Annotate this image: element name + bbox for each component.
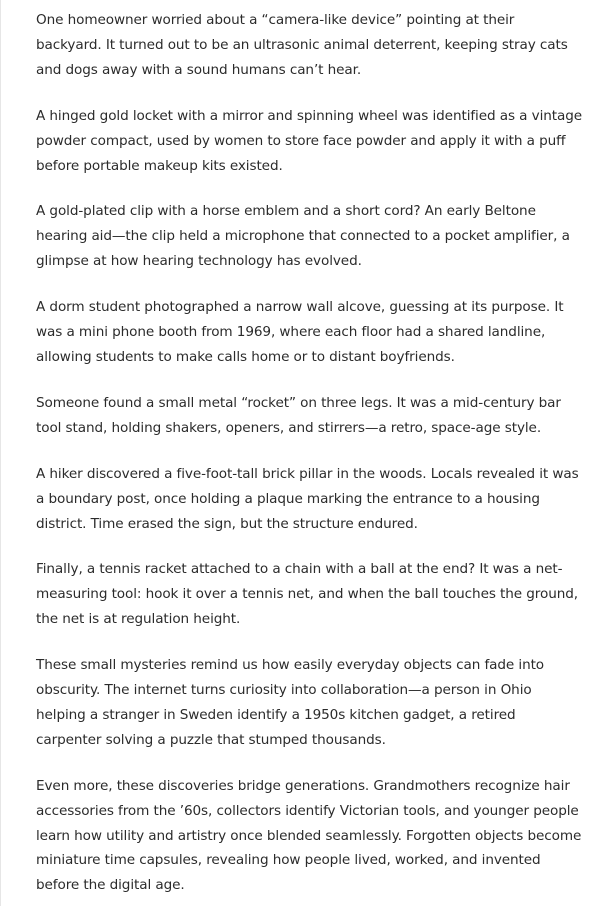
paragraph-boundary-post: A hiker discovered a five-foot-tall brick pillar in the woods. Locals revealed it was a boundary post, once holding a plaque marking the entrance to a housing district. Time erased the sign, but the structure endured. xyxy=(36,465,579,532)
paragraph-bridge-generations: Even more, these discoveries bridge generations. Grandmothers recognize hair accessories from the ’60s, collectors identify Victorian tools, and younger people learn how utility and artistry once blended seamlessly. Forgotten objects become miniature time capsules, revealing how people lived, worked, and invented before the digital age. xyxy=(36,777,582,894)
paragraph-net-measuring-tool: Finally, a tennis racket attached to a chain with a ball at the end? It was a net-measuring tool: hook it over a tennis net, and when the ball touches the ground, the net is at regulation height. xyxy=(36,561,578,628)
paragraph-bar-tool-stand: Someone found a small metal “rocket” on three legs. It was a mid-century bar tool stand, holding shakers, openers, and stirrers—a retro, space-age style. xyxy=(36,394,561,436)
paragraph-powder-compact: A hinged gold locket with a mirror and spinning wheel was identified as a vintage powder compact, used by women to store face powder and apply it with a puff before portable makeup kits existed. xyxy=(36,107,583,174)
paragraph-small-mysteries: These small mysteries remind us how easily everyday objects can fade into obscurity. The internet turns curiosity into collaboration—a person in Ohio helping a stranger in Sweden identify a 1950s kitchen gadget, a retired carpenter solving a puzzle that stumped thousands. xyxy=(36,657,545,748)
article-body xyxy=(36,8,584,919)
paragraph-phone-booth: A dorm student photographed a narrow wall alcove, guessing at its purpose. It was a mini phone booth from 1969, where each floor had a shared landline, allowing students to make calls home or to distant boyfriends. xyxy=(36,299,564,365)
page-edge-divider xyxy=(0,0,1,906)
paragraph-hearing-aid: A gold-plated clip with a horse emblem and a short cord? An early Beltone hearing aid—the clip held a microphone that connected to a pocket amplifier, a glimpse at how hearing technology has evolved. xyxy=(36,203,570,270)
paragraph-ultrasonic-deterrent: One homeowner worried about a “camera-like device” pointing at their backyard. It turned out to be an ultrasonic animal deterrent, keeping stray cats and dogs away with a sound humans can’t hear. xyxy=(36,12,568,78)
